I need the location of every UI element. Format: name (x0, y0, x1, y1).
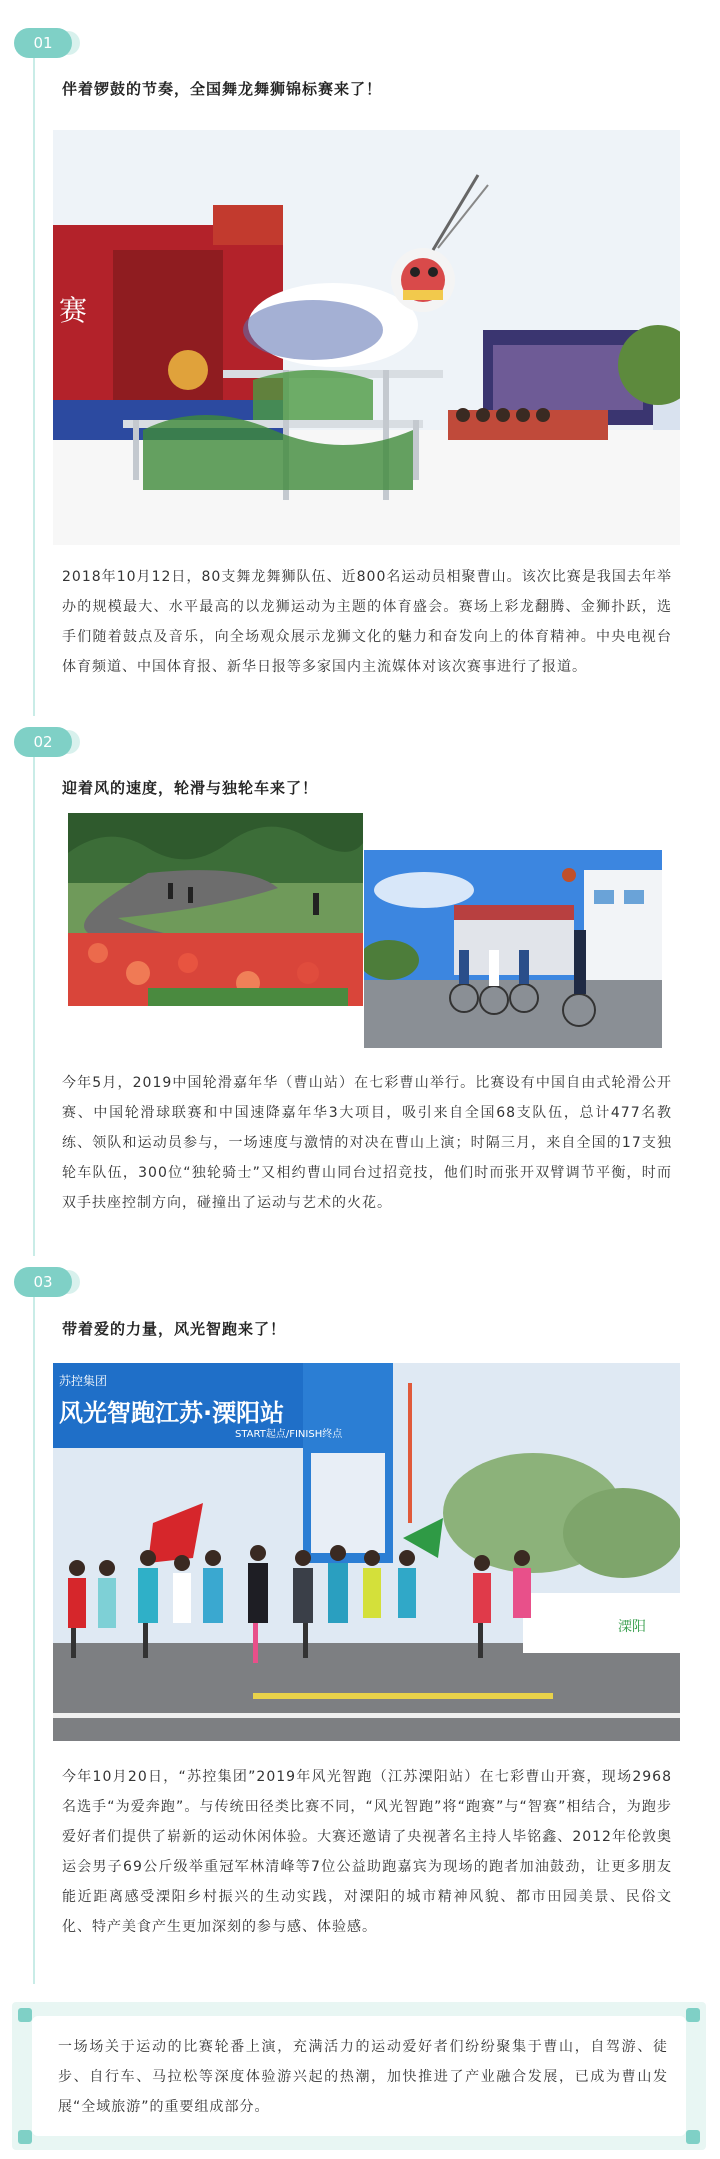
lion-dance-photo (53, 130, 680, 545)
section-heading: 带着爱的力量，风光智跑来了！ (62, 1320, 287, 1338)
arch-title: 风光智跑江苏·溧阳站 (59, 1399, 285, 1427)
closing-panel (12, 2002, 706, 2150)
section-heading: 伴着锣鼓的节奏，全国舞龙舞狮锦标赛来了！ (62, 80, 383, 98)
timeline-rail-2 (33, 744, 35, 1256)
unicycle-photo (364, 850, 662, 1048)
closing-inner (32, 2016, 686, 2136)
arch-start: START起点/FINISH终点 (235, 1429, 343, 1440)
section-heading: 迎着风的速度，轮滑与独轮车来了！ (62, 779, 319, 797)
timeline-rail-3 (33, 1284, 35, 1984)
marathon-photo (53, 1363, 680, 1741)
section-number-badge: 01 (14, 28, 72, 58)
section-body: 今年5月，2019中国轮滑嘉年华（曹山站）在七彩曹山举行。比赛设有中国自由式轮滑公开赛、中国轮滑球联赛和中国速降嘉年华3大项目，吸引来自全国68支队伍，总计477名教练、领队和运动员参与，一场速度与激情的对决在曹山上演；时隔三月，来自全国的17支独轮车队伍，300位“独轮骑士”又相约曹山同台过招竞技，他们时而张开双臂调节平衡，时而双手扶座控制方向，碰撞出了运动与艺术的火花。 (62, 1075, 672, 1211)
timeline-rail-1 (33, 44, 35, 716)
section-body: 今年10月20日，“苏控集团”2019年风光智跑（江苏溧阳站）在七彩曹山开赛，现场2968名选手“为爱奔跑”。与传统田径类比赛不同，“风光智跑”将“跑赛”与“智赛”相结合，为跑步爱好者们提供了崭新的运动休闲体验。大赛还邀请了央视著名主持人毕铭鑫、2012年伦敦奥运会男子69公斤级举重冠军林清峰等7位公益助跑嘉宾为现场的跑者加油鼓劲，让更多朋友能近距离感受溧阳乡村振兴的生动实践，对溧阳的城市精神风貌、都市田园美景、民俗文化、特产美食产生更加深刻的参与感、体验感。 (62, 1769, 672, 1935)
banner-text: 溧阳 (618, 1619, 646, 1635)
corner-decoration (686, 2008, 700, 2022)
gate-character: 赛 (59, 294, 88, 327)
section-number-badge: 03 (14, 1267, 72, 1297)
corner-decoration (18, 2130, 32, 2144)
arch-brand: 苏控集团 (59, 1374, 108, 1388)
section-number-badge: 02 (14, 727, 72, 757)
roller-skating-photo (68, 813, 363, 1006)
corner-decoration (686, 2130, 700, 2144)
section-body: 2018年10月12日，80支舞龙舞狮队伍、近800名运动员相聚曹山。该次比赛是我国去年举办的规模最大、水平最高的以龙狮运动为主题的体育盛会。赛场上彩龙翻腾、金狮扑跃，选手们随着鼓点及音乐，向全场观众展示龙狮文化的魅力和奋发向上的体育精神。中央电视台体育频道、中国体育报、新华日报等多家国内主流媒体对该次赛事进行了报道。 (62, 569, 672, 675)
corner-decoration (18, 2008, 32, 2022)
closing-text: 一场场关于运动的比赛轮番上演，充满活力的运动爱好者们纷纷聚集于曹山，自驾游、徒步、自行车、马拉松等深度体验游兴起的热潮，加快推进了产业融合发展，已成为曹山发展“全域旅游”的重要组成部分。 (58, 2039, 668, 2115)
